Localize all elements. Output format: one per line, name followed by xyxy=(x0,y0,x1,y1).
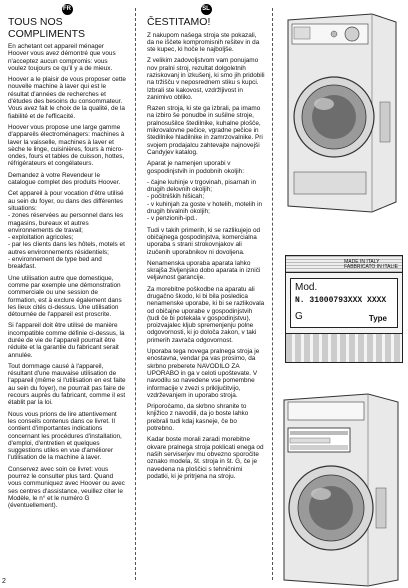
slovene-column xyxy=(147,4,265,484)
language-badge-sl: SL xyxy=(201,4,212,15)
title-fr: TOUS NOS COMPLIMENTS xyxy=(8,16,86,40)
paragraph: Aparat je namenjen uporabi v gospodinjstvih in podobnih okoljih: xyxy=(147,160,244,175)
column-divider xyxy=(272,8,273,580)
serial-number: N. 31000793XXX XXXX xyxy=(295,296,387,305)
plate-origin-text: MADE IN ITALY FABBRICATO IN ITALIE xyxy=(344,259,398,270)
body-sl xyxy=(147,32,265,481)
paragraph: Razen stroja, ki ste ga izbrali, pa imamo na izbiro še ponudbe in sušilne stroje, pralnosušilce štedilnike, kuhalne plošče, mikrovalovne pečice, vgradne pečice in štedilnike hladilnike in zamrzovalnike. Pri svojem prodajalcu zahtevajte najnovejši Candyjev katalog. xyxy=(147,105,263,156)
rating-plate-header xyxy=(286,256,402,273)
paragraph: Cet appareil à pour vocation d'être utilisé au sein du foyer, ou dans des différentes situations: - zones réservées au personnel dans les magasins, bureaux et autres environnements de travail; - exploitation agricoles; - par les clients dans les hôtels, motels et autres environnements résidentiels; - environnement de type bed and breakfast. xyxy=(8,190,125,271)
paragraph: Z nakupom našega stroja ste pokazali, da ne iščete kompromisnih rešitev in da ste kupec, ki hoče le najboljše. xyxy=(147,31,260,54)
paragraph: Tout dommage causé à l'appareil, résultant d'une mauvaise utilisation de l'appareil (même si l'utilisation en est faite au sein du foyer), ne pourrait pas faire de recours auprès du fabricant, comme il est établit par la loi. xyxy=(8,362,126,407)
rating-plate-footer xyxy=(286,333,402,362)
paragraph: Nous vous prions de lire attentivement les conseils contenus dans ce livret. Il contient d'importantes indications concernant les procédures d'installation, d'emploi, d'entretien et quelques suggestions utiles en vue d'améliorer l'utilisation de la machine à laver. xyxy=(8,410,122,462)
paragraph: Z velikim zadovoljstvom vam ponujamo nov pralni stroj, rezultat dolgoletnih raziskovanj in izkušenj, ki smo jih pridobili na tržišču v neposrednem stiku s kupci. Izbrali ste kakovost, vzdržljivost in zanimivo obliko. xyxy=(147,57,265,101)
paragraph: Hoover vous propose une large gamme d'appareils électroménagers: machines à laver la vaisselle, machines à laver et sèche le linge, cuisinières, fours à micro-ondes, fours et tables de cuisson, hottes, réfrigérateurs et congélateurs. xyxy=(8,123,125,168)
paragraph: Demandez à votre Revendeur le catalogue complet des produits Hoover. xyxy=(8,171,121,187)
rating-plate xyxy=(285,255,403,363)
model-label: Mod. xyxy=(295,282,318,293)
paragraph: Conservez avec soin ce livret: vous pourrez le consulter plus tard. Quand vous communiquez avec Hoover ou avec ses centres d'assistance, veuillez citer le Modèle, le n° et le numéro G (éventuellement). xyxy=(8,465,125,510)
paragraph: Si l'appareil doit être utilisé de manière incompatible comme définie ci-dessus, la durée de vie de l'appareil pourrait être réduite et la garantie du fabricant serait annulée. xyxy=(8,322,125,359)
washing-machine-illustration xyxy=(276,12,402,217)
title-sl: ČESTITAMO! xyxy=(147,16,211,28)
paragraph: Nenamenska uporaba aparata lahko skrajša življenjsko dobo aparata in izniči veljavnost garancije. xyxy=(147,259,261,282)
paragraph: Une utilisation autre que domestique, comme par exemple une démonstration commerciale ou une session de formation, est à exclure également dans les lieux cités ci-dessus. Une utilisation détournée de l'appareil est proscrite. xyxy=(8,274,122,319)
column-divider xyxy=(135,8,136,580)
washing-machine-plate-location-illustration xyxy=(276,388,402,588)
g-label: G xyxy=(295,311,303,322)
paragraph: Uporaba tega novega pralnega stroja je enostavna, vendar pa vas prosimo, da skrbno preberete NAVODILO ZA UPORABO in ga v celoti upoštevate. V navodilu so navedene vse pomembne informacije v zvezi s priključitvijo, vzdrževanjem in uporabo stroja. xyxy=(147,348,260,399)
french-column xyxy=(8,4,126,514)
page-number: 2 xyxy=(2,578,6,585)
paragraph: Hoover a le plaisir de vous proposer cette nouvelle machine à laver qui est le résultat d'années de recherches et d'études des besoins du consommateur. Vous avez fait le choix de la qualité, de la fiabilité et de l'efficacité. xyxy=(8,76,126,120)
paragraph: En achetant cet appareil ménager Hoover vous avez démontré que vous n'acceptez aucun compromis: vous voulez toujours ce qu'il y a de mieux. xyxy=(8,43,116,72)
type-label: Type xyxy=(368,314,387,323)
paragraph: Kadar boste morali zaradi morebitne okvare pralnega stroja poklicati enega od naših serviserjev mu obvezno sporočite oznako modela, št. stroja in št. G, če je navedena na ploščici s tehničnimi podatki, ki je pritrjena na stroju. xyxy=(147,436,264,480)
model-box xyxy=(290,278,398,328)
paragraph: - čajne kuhinje v trgovinah, pisarnah in drugih delovnih okoljih; - počitniških hišicah; - v kuhinjah za goste v hotelih, motelih in drugih bivalnih okoljih; - v penzionih-ipd.. xyxy=(147,178,263,223)
paragraph: Tudi v takih primerih, ki se razlikujejo od običajnega gospodinjstva, komercialna uporaba s strani strokovnjakov ali izučenih uporabnikov ni dovoljena. xyxy=(147,226,261,256)
paragraph: Za morebitne poškodbe na aparatu ali drugačno škodo, ki bi bila posledica nenamenske uporabe, ki bi se razlikovala od običajne uporabe v gospodinjstvih (tudi če bi potekala v gospodinjstvu), proizvajalec kljub spremenjenju polne odgovornosti, ki jo določa zakon, v taki primerih zavrača odgovornost. xyxy=(147,285,265,344)
language-badge-fr: FR xyxy=(62,4,73,15)
paragraph: Priporočamo, da skrbno shranite to knjižico z navodili, da jo boste lahko prebrali tudi kdaj kasneje, če bo potrebno. xyxy=(147,403,249,433)
body-fr xyxy=(8,43,126,510)
